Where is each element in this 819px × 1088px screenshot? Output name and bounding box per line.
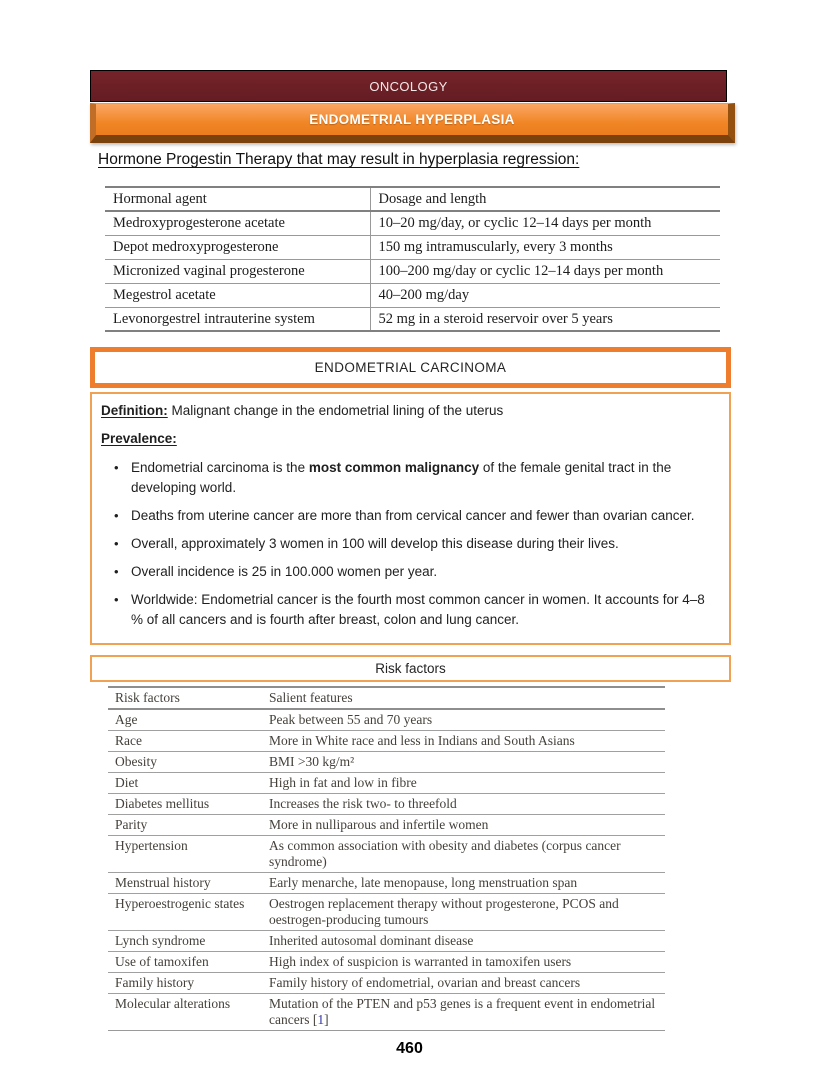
cell-features: Increases the risk two- to threefold — [263, 794, 665, 815]
cell-agent: Megestrol acetate — [105, 283, 370, 307]
cell-features: Early menarche, late menopause, long menstruation span — [263, 873, 665, 894]
cell-agent: Medroxyprogesterone acetate — [105, 211, 370, 235]
definition-line — [101, 401, 719, 421]
risk-factors-title-box — [90, 655, 731, 682]
table-row — [108, 973, 665, 994]
cell-factor: Lynch syndrome — [108, 931, 263, 952]
prevalence-bullet-list — [131, 458, 709, 630]
definition-text: Malignant change in the endometrial lining of the uterus — [171, 403, 504, 418]
bullet-item: • Overall incidence is 25 in 100.000 women per year. — [131, 562, 709, 582]
cell-dosage: 52 mg in a steroid reservoir over 5 years — [378, 310, 613, 327]
table-header-row — [108, 687, 665, 709]
cell-features: More in nulliparous and infertile women — [263, 815, 665, 836]
bullet-bold-text: most common malignancy — [308, 460, 480, 475]
cell-dosage: 150 mg intramuscularly, every 3 months — [370, 235, 720, 259]
cell-features: Peak between 55 and 70 years — [263, 709, 665, 731]
cell-features-text: ] — [324, 1012, 329, 1027]
section-banner-oncology — [90, 70, 727, 102]
table-row — [108, 873, 665, 894]
table-row — [105, 235, 720, 259]
cell-dosage: 10–20 mg/day, or cyclic 12–14 days per month — [370, 211, 720, 235]
cell-factor: Diabetes mellitus — [108, 794, 263, 815]
table-row — [105, 211, 720, 235]
cell-factor: Hyperoestrogenic states — [108, 894, 263, 931]
cell-factor: Molecular alterations — [115, 996, 231, 1011]
table-header-row — [105, 187, 720, 211]
cell-features: High in fat and low in fibre — [263, 773, 665, 794]
cell-features: Inherited autosomal dominant disease — [263, 931, 665, 952]
bullet-item: • Overall, approximately 3 women in 100 will develop this disease during their lives. — [131, 534, 709, 554]
table-row — [105, 283, 720, 307]
cell-dosage: 40–200 mg/day — [370, 283, 720, 307]
cell-factor: Diet — [108, 773, 263, 794]
bullet-item: • Deaths from uterine cancer are more than from cervical cancer and fewer than ovarian cancer. — [131, 506, 709, 526]
hormone-therapy-heading: Hormone Progestin Therapy that may result in hyperplasia regression: — [98, 151, 580, 168]
bullet-item — [131, 458, 709, 498]
cell-features: BMI >30 kg/m² — [263, 752, 665, 773]
table-row — [105, 259, 720, 283]
table-row — [108, 752, 665, 773]
risk-factors-table — [108, 686, 665, 1031]
cell-features — [263, 994, 665, 1031]
column-header-dosage: Dosage and length — [370, 187, 720, 211]
cell-agent: Micronized vaginal progesterone — [105, 259, 370, 283]
column-header-risk-factors: Risk factors — [108, 687, 263, 709]
cell-dosage: 100–200 mg/day or cyclic 12–14 days per month — [370, 259, 720, 283]
cell-factor: Age — [108, 709, 263, 731]
cell-features: Family history of endometrial, ovarian and breast cancers — [263, 973, 665, 994]
hormonal-agents-table — [105, 186, 720, 332]
reference-link-1[interactable]: 1 — [317, 1012, 325, 1027]
definition-prevalence-box — [90, 392, 731, 645]
cell-factor: Family history — [108, 973, 263, 994]
topic-banner-endometrial-hyperplasia — [90, 103, 735, 143]
cell-features: More in White race and less in Indians and South Asians — [263, 731, 665, 752]
table-row — [108, 994, 665, 1031]
table-row — [105, 307, 720, 331]
bullet-item: • Worldwide: Endometrial cancer is the fourth most common cancer in women. It accounts for 4–8 % of all cancers and is fourth after breast, colon and lung cancer. — [131, 590, 709, 630]
column-header-hormonal-agent: Hormonal agent — [105, 187, 370, 211]
cell-agent: Depot medroxyprogesterone — [105, 235, 370, 259]
table-row — [108, 731, 665, 752]
risk-factors-title: Risk factors — [375, 661, 446, 676]
definition-label: Definition: — [101, 403, 168, 418]
table-row — [108, 931, 665, 952]
table-row — [108, 709, 665, 731]
page-number: 460 — [396, 1040, 423, 1057]
cell-features: As common association with obesity and diabetes (corpus cancer syndrome) — [263, 836, 665, 873]
bullet-text: Endometrial carcinoma is the — [131, 460, 309, 475]
cell-features: Oestrogen replacement therapy without progesterone, PCOS and oestrogen-producing tumours — [263, 894, 665, 931]
topic-banner-label: ENDOMETRIAL HYPERPLASIA — [309, 112, 515, 127]
table-row — [108, 815, 665, 836]
table-row — [108, 773, 665, 794]
cell-factor: Race — [108, 731, 263, 752]
cell-factor: Obesity — [108, 752, 263, 773]
table-row — [108, 836, 665, 873]
prevalence-label: Prevalence: — [101, 431, 177, 446]
table-row — [108, 894, 665, 931]
cell-factor: Use of tamoxifen — [108, 952, 263, 973]
cell-factor: Parity — [108, 815, 263, 836]
cell-features-text: Mutation of the PTEN and p53 genes is a frequent event in endometrial cancers [ — [269, 996, 656, 1027]
table-row — [108, 952, 665, 973]
section-banner-label: ONCOLOGY — [369, 78, 448, 94]
column-header-salient-features: Salient features — [263, 687, 665, 709]
cell-factor: Hypertension — [108, 836, 263, 873]
cell-agent: Levonorgestrel intrauterine system — [105, 307, 370, 331]
endometrial-carcinoma-title-box — [90, 347, 731, 388]
endometrial-carcinoma-title: ENDOMETRIAL CARCINOMA — [314, 360, 507, 375]
prevalence-line — [101, 429, 719, 449]
table-row — [108, 794, 665, 815]
cell-factor: Menstrual history — [108, 873, 263, 894]
bullet-text: of the female genital tract in the developing world. — [131, 460, 672, 495]
cell-features: High index of suspicion is warranted in tamoxifen users — [263, 952, 665, 973]
